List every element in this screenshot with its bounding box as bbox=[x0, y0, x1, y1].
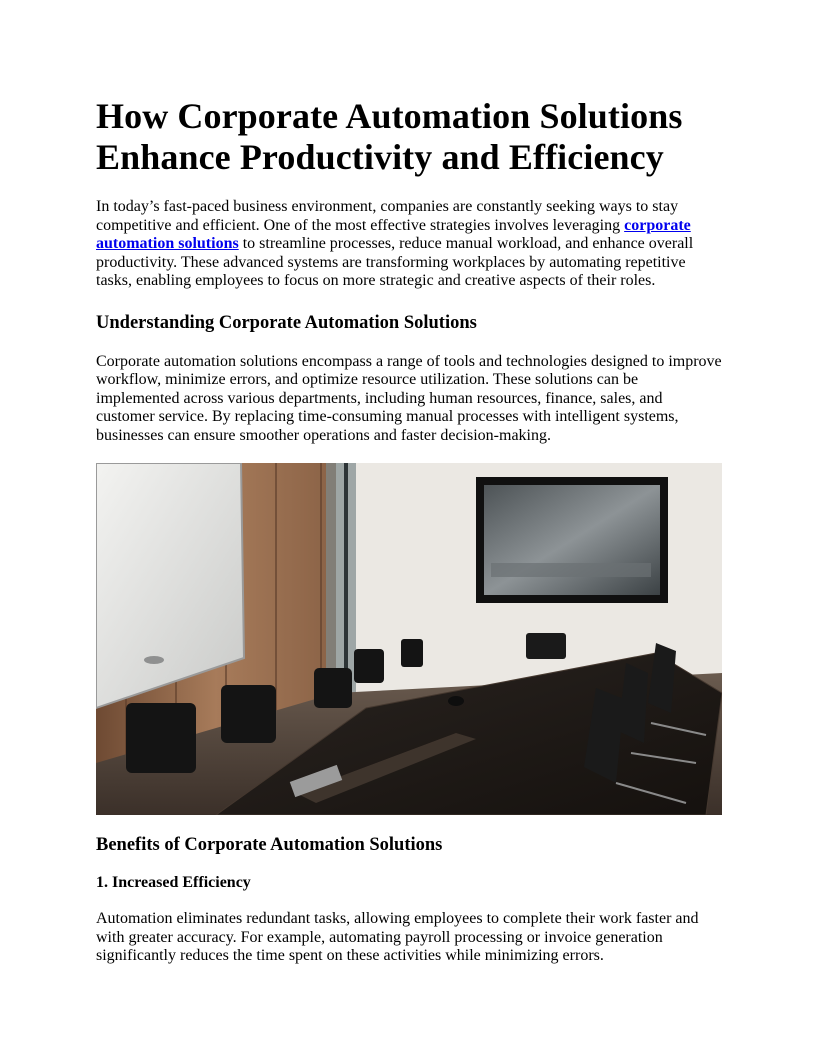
intro-paragraph bbox=[96, 198, 722, 291]
understanding-paragraph: Corporate automation solutions encompass a range of tools and technologies designed to improve workflow, minimize errors, and optimize resource utilization. These solutions can be implemented across various departments, including human resources, finance, sales, and customer service. By replacing time-consuming manual processes with intelligent systems, businesses can ensure smoother operations and faster decision-making. bbox=[96, 352, 722, 444]
efficiency-paragraph: Automation eliminates redundant tasks, allowing employees to complete their work faster and with greater accuracy. For example, automating payroll processing or invoice generation significantly reduces the time spent on these activities while minimizing errors. bbox=[96, 910, 699, 964]
intro-text-start: In today’s fast-paced business environment, companies are constantly seeking ways to stay competitive and efficient. One of the most effective strategies involves leveraging bbox=[96, 198, 679, 234]
section-heading-understanding: Understanding Corporate Automation Solutions bbox=[96, 312, 477, 333]
intro-text-end: to streamline processes, reduce manual workload, and enhance overall productivity. These advanced systems are transforming workplaces by automating repetitive tasks, enabling employees to focus on more strategic and creative aspects of their roles. bbox=[96, 235, 694, 289]
article-title: How Corporate Automation Solutions Enhance Productivity and Efficiency bbox=[96, 96, 683, 177]
section-heading-benefits: Benefits of Corporate Automation Solutions bbox=[96, 835, 443, 855]
document-page bbox=[96, 96, 722, 966]
conference-room-photo bbox=[96, 463, 722, 815]
subheading-increased-efficiency: 1. Increased Efficiency bbox=[96, 874, 251, 891]
corporate-automation-link[interactable]: corporate automation solutions bbox=[96, 216, 691, 252]
